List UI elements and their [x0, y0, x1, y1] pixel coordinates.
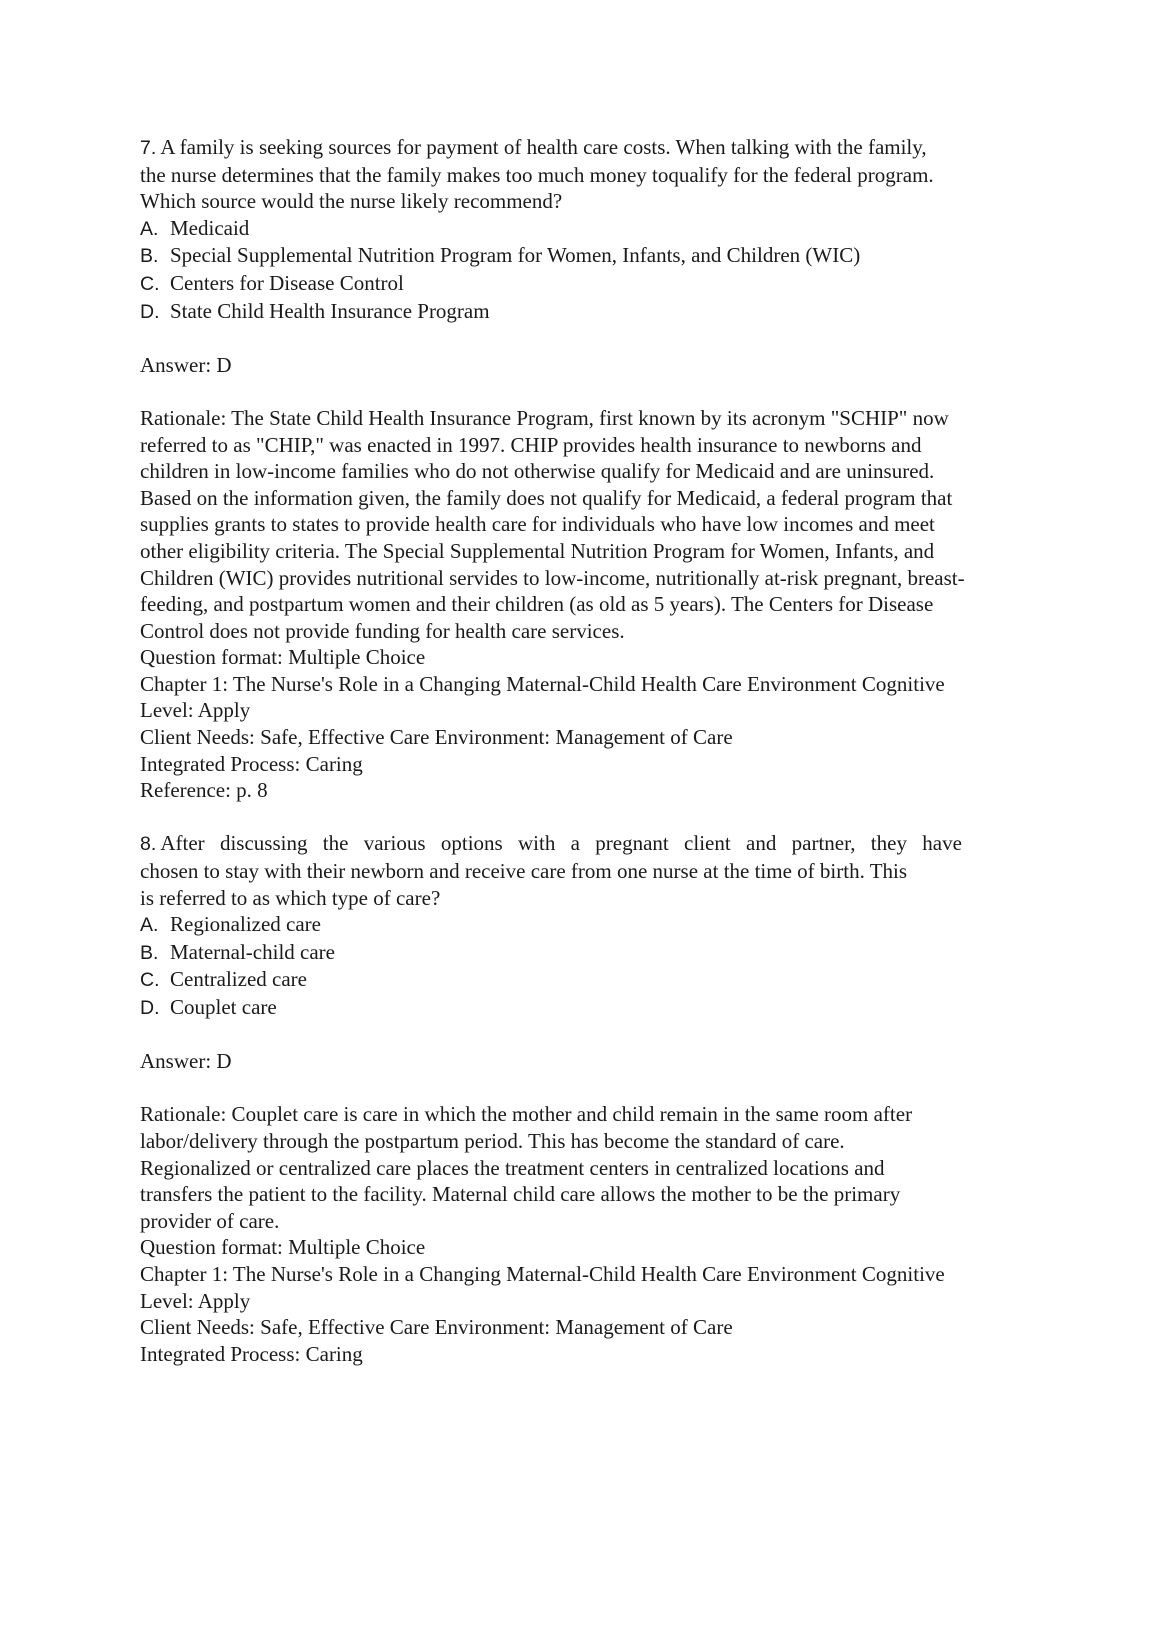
answer: Answer: D	[140, 352, 232, 377]
option-c: C. Centralized care	[140, 967, 307, 992]
option-d: D. Couplet care	[140, 995, 277, 1019]
question-stem-line: chosen to stay with their newborn and receive care from one nurse at the time of birth. This	[140, 859, 908, 884]
question-stem-line: is referred to as which type of care?	[140, 885, 441, 910]
question-stem-line: 7. A family is seeking sources for payment of health care costs. When talking with the family,	[140, 135, 927, 159]
reference: Reference: p. 8	[140, 778, 268, 803]
option-d: D. State Child Health Insurance Program	[140, 298, 490, 323]
cognitive-level: Level: Apply	[140, 698, 251, 723]
rationale: Rationale: The State Child Health Insurance Program, first known by its acronym "SCHIP" now referred to as "CHIP," was enacted in 1997. CHIP provides health insurance to newborns and children in low-income families who do not otherwise qualify for Medicaid and are uninsured. Based on the information given, the family does not qualify for Medicaid, a federal program that supplies grants to states to provide health care for individuals who have low incomes and meet other eligibility criteria. The Special Supplemental Nutrition Program for Women, Infants, and Children (WIC) provides nutritional servides to low-income, nutritionally at-risk pregnant, breast- feeding, and postpartum women and their children (as old as 5 years). The Centers for Disease Control does not provide funding for health care services.	[140, 405, 965, 643]
option-a: A. Regionalized care	[140, 912, 321, 937]
option-b: B. Maternal-child care	[140, 939, 335, 964]
integrated-process: Integrated Process: Caring	[140, 1341, 363, 1366]
question-metadata	[140, 1234, 1060, 1367]
answer: Answer: D	[140, 1049, 232, 1074]
option-b: B. Special Supplemental Nutrition Program for Women, Infants, and Children (WIC)	[140, 243, 861, 268]
integrated-process: Integrated Process: Caring	[140, 751, 363, 776]
question-format: Question format: Multiple Choice	[140, 645, 426, 670]
question-format: Question format: Multiple Choice	[140, 1235, 426, 1260]
question-8	[140, 830, 1060, 1367]
rationale: Rationale: Couplet care is care in which the mother and child remain in the same room after labor/delivery through the postpartum period. This has become the standard of care. Regionalized or centralized care places the treatment centers in centralized locations and transfers the patient to the facility. Maternal child care allows the mother to be the primary provider of care.	[140, 1102, 913, 1233]
question-metadata	[140, 644, 1060, 804]
question-number: 8.	[140, 833, 157, 856]
client-needs: Client Needs: Safe, Effective Care Environment: Management of Care	[140, 1315, 733, 1340]
question-number: 7.	[140, 137, 157, 159]
document-page	[140, 134, 1060, 1367]
chapter: Chapter 1: The Nurse's Role in a Changing Maternal-Child Health Care Environment Cognitive	[140, 671, 945, 696]
question-stem-line: 8. After discussing the various options with a pregnant client and partner, they have	[140, 831, 962, 856]
cognitive-level: Level: Apply	[140, 1288, 251, 1313]
option-a: A. Medicaid	[140, 215, 250, 240]
question-stem-line: Which source would the nurse likely recommend?	[140, 189, 563, 214]
question-stem-line: the nurse determines that the family makes too much money toqualify for the federal program.	[140, 162, 934, 187]
chapter: Chapter 1: The Nurse's Role in a Changing Maternal-Child Health Care Environment Cognitive	[140, 1261, 945, 1286]
option-c: C. Centers for Disease Control	[140, 270, 404, 295]
question-7	[140, 134, 1060, 804]
client-needs: Client Needs: Safe, Effective Care Environment: Management of Care	[140, 725, 733, 750]
